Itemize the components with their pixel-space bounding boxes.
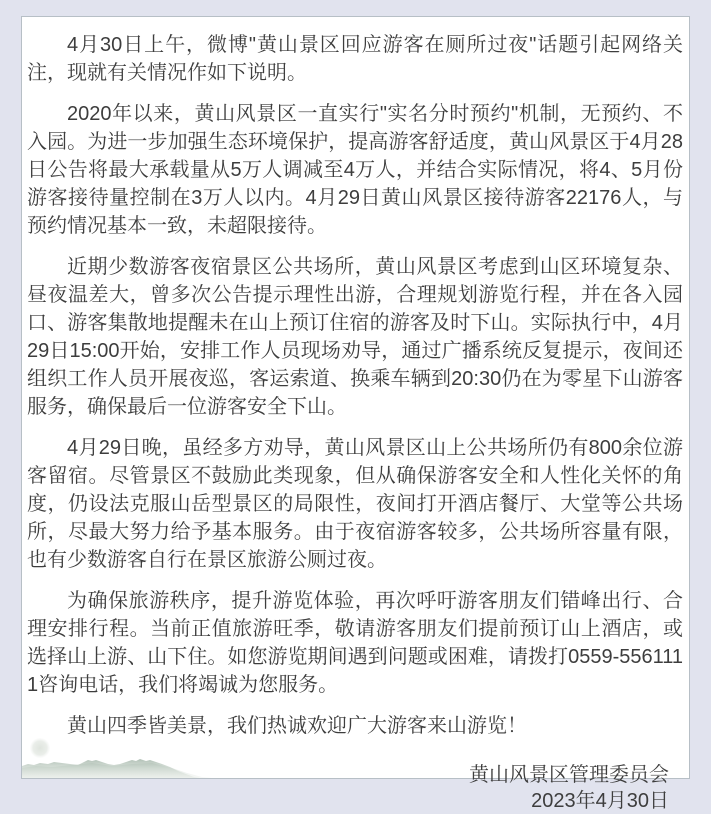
notice-paragraph-night-measures: 近期少数游客夜宿景区公共场所，黄山风景区考虑到山区环境复杂、昼夜温差大，曾多次公告提示理性出游，合理规划游览行程，并在各入园口、游客集散地提醒未在山上预订住宿的游客及时下山。实际执行中，4月29日15:00开始，安排工作人员现场劝导，通过广播系统反复提示，夜间还组织工作人员开展夜巡，客运索道、换乘车辆到20:30仍在为零星下山游客服务，确保最后一位游客安全下山。 bbox=[27, 256, 683, 418]
notice-paragraph-advice-hotline: 为确保旅游秩序，提升游览体验，再次呼吁游客朋友们错峰出行、合理安排行程。当前正值旅游旺季，敬请游客朋友们提前预订山上酒店，或选择山上游、山下住。如您游览期间遇到问题或困难，请拨打0559-5561111咨询电话，我们将竭诚为您服务。 bbox=[27, 590, 683, 696]
notice-date: 2023年4月30日 bbox=[531, 790, 669, 812]
notice-paragraph-intro: 4月30日上午，微博"黄山景区回应游客在厕所过夜"话题引起网络关注，现就有关情况作如下说明。 bbox=[27, 34, 683, 84]
notice-paragraph-reservation-policy: 2020年以来，黄山风景区一直实行"实名分时预约"机制，无预约、不入园。为进一步加强生态环境保护，提高游客舒适度，黄山风景区于4月28日公告将最大承载量从5万人调减至4万人，并结合实际情况，将4、5月份游客接待量控制在3万人以内。4月29日黄山风景区接待游客22176人，与预约情况基本一致，未超限接待。 bbox=[27, 103, 683, 237]
notice-signature: 黄山风景区管理委员会 bbox=[469, 764, 669, 786]
notice-paragraph-welcome: 黄山四季皆美景，我们热诚欢迎广大游客来山游览！ bbox=[67, 715, 527, 737]
notice-content bbox=[22, 17, 689, 814]
notice-paragraph-overnight-guests: 4月29日晚，虽经多方劝导，黄山风景区山上公共场所仍有800余位游客留宿。尽管景区不鼓励此类现象，但从确保游客安全和人性化关怀的角度，仍设法克服山岳型景区的局限性，夜间打开酒店餐厅、大堂等公共场所，尽最大努力给予基本服务。由于夜宿游客较多，公共场所容量有限，也有少数游客自行在景区旅游公厕过夜。 bbox=[27, 437, 683, 571]
signature-block bbox=[27, 762, 683, 814]
notice-card bbox=[21, 16, 690, 812]
